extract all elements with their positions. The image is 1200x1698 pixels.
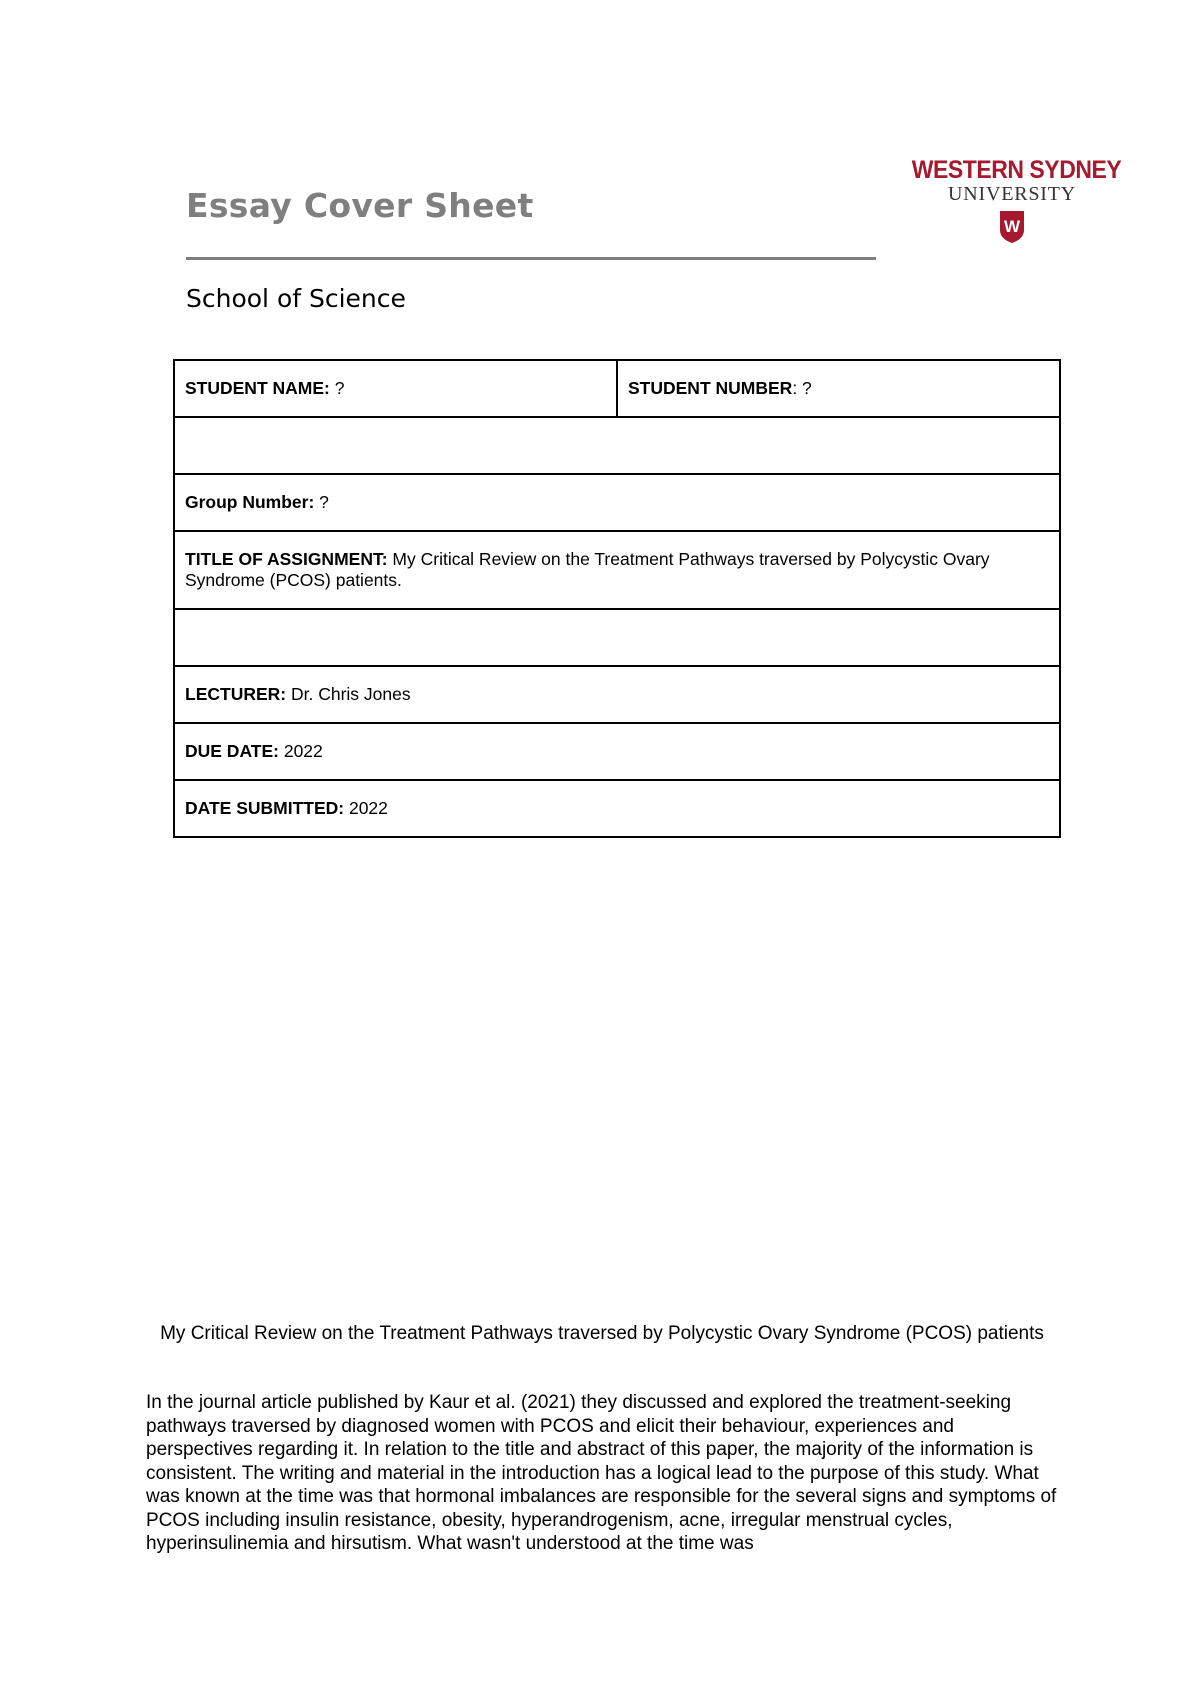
table-row — [174, 666, 1060, 723]
essay-heading: My Critical Review on the Treatment Pathways traversed by Polycystic Ovary Syndrome (PCOS) patients — [160, 1323, 1044, 1344]
date-submitted-label: DATE SUBMITTED: — [185, 798, 345, 818]
empty-cell — [174, 609, 1060, 666]
group-number-cell — [174, 474, 1060, 531]
student-name-value: ? — [329, 378, 345, 398]
assignment-title-value: My Critical Review on the Treatment Pathways traversed by Polycystic Ovary Syndrome (PCOS) patients. — [185, 549, 990, 590]
student-number-label: STUDENT NUMBER — [628, 378, 793, 398]
student-number-value: : ? — [792, 378, 812, 398]
table-row — [174, 780, 1060, 837]
essay-body-paragraph: In the journal article published by Kaur et al. (2021) they discussed and explored the treatment-seeking pathways traversed by diagnosed women with PCOS and elicit their behaviour, experiences and perspectives regarding it. In relation to the title and abstract of this paper, the majority of the information is consistent. The writing and material in the introduction has a logical lead to the purpose of this study. What was known at the time was that hormonal imbalances are responsible for the several signs and symptoms of PCOS including insulin resistance, obesity, hyperandrogenism, acne, irregular menstrual cycles, hyperinsulinemia and hirsutism. What wasn't understood at the time was — [146, 1392, 1057, 1554]
cover-sheet-table — [173, 359, 1061, 838]
table-row — [174, 531, 1060, 609]
table-row — [174, 474, 1060, 531]
student-name-label: STUDENT NAME: — [185, 378, 330, 398]
due-date-label: DUE DATE: — [185, 741, 279, 761]
svg-text:W: W — [1003, 217, 1021, 236]
lecturer-value: Dr. Chris Jones — [286, 684, 411, 704]
table-row — [174, 360, 1060, 417]
university-logo — [903, 157, 1121, 257]
table-row — [174, 723, 1060, 780]
title-divider — [186, 257, 876, 260]
logo-wordmark-line2: UNIVERSITY — [948, 183, 1076, 205]
group-number-label: Group Number: — [185, 492, 315, 512]
student-name-cell — [174, 360, 617, 417]
student-number-cell — [617, 360, 1060, 417]
empty-cell — [174, 417, 1060, 474]
logo-wordmark-line1: WESTERN SYDNEY — [911, 156, 1122, 184]
shield-icon — [999, 210, 1025, 244]
page-title: Essay Cover Sheet — [186, 186, 534, 225]
school-name: School of Science — [186, 284, 406, 313]
lecturer-cell — [174, 666, 1060, 723]
table-row — [174, 609, 1060, 666]
lecturer-label: LECTURER: — [185, 684, 287, 704]
assignment-title-cell — [174, 531, 1060, 609]
date-submitted-cell — [174, 780, 1060, 837]
assignment-title-label: TITLE OF ASSIGNMENT: — [185, 549, 388, 569]
due-date-cell — [174, 723, 1060, 780]
table-row — [174, 417, 1060, 474]
date-submitted-value: 2022 — [344, 798, 388, 818]
due-date-value: 2022 — [278, 741, 323, 761]
group-number-value: ? — [314, 492, 329, 512]
